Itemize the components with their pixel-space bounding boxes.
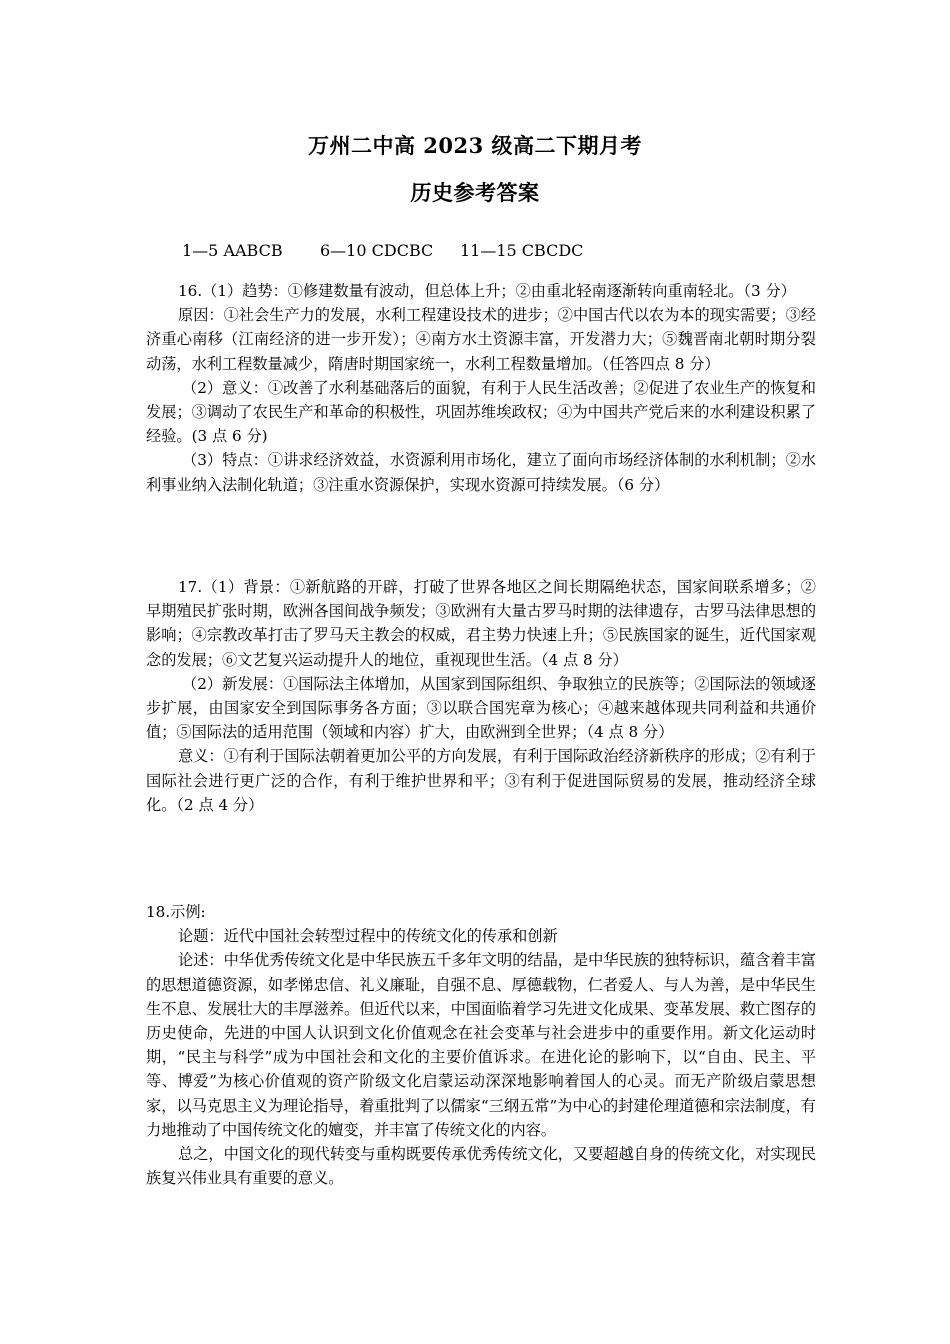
document-subtitle: 历史参考答案 [410,180,540,205]
question-16-section [146,279,816,497]
answers-1-5: 1—5 AABCB [182,241,283,260]
q16-reasons: 原因：①社会生产力的发展，水利工程建设技术的进步；②中国古代以农为本的现实需要；③经济重心南移（江南经济的进一步开发）；④南方水土资源丰富，开发潜力大；⑤魏晋南北朝时期分裂动荡，水利工程数量减少，隋唐时期国家统一，水利工程数量增加。（任答四点 8 分） [146,306,816,373]
q18-argument: 论述：中华优秀传统文化是中华民族五千多年文明的结晶，是中华民族的独特标识，蕴含着丰富的思想道德资源，如孝悌忠信、礼义廉耻，自强不息、厚德载物，仁者爱人、与人为善，是中华民生生不息、发展壮大的丰厚滋养。但近代以来，中国面临着学习先进文化成果、变革发展、救亡图存的历史使命，先进的中国人认识到文化价值观念在社会变革与社会进步中的重要作用。新文化运动时期，“民主与科学”成为中国社会和文化的主要价值诉求。在进化论的影响下，以“自由、民主、平等、博爱”为核心价值观的资产阶级文化启蒙运动深深地影响着国人的心灵。而无产阶级启蒙思想家，以马克思主义为理论指导，着重批判了以儒家“三纲五常”为中心的封建伦理道德和宗法制度，有力地推动了中国传统文化的嬗变，并丰富了传统文化的内容。 [146,951,816,1139]
question-18-section [146,900,816,1190]
answers-11-15: 11—15 CBCDC [460,241,584,260]
q16-features: （3）特点：①讲求经济效益，水资源利用市场化，建立了面向市场经济体制的水利机制；②水利事业纳入法制化轨道；③注重水资源保护，实现水资源可持续发展。（6 分） [146,451,816,494]
q17-significance: 意义：①有利于国际法朝着更加公平的方向发展，有利于国际政治经济新秩序的形成；②有利于国际社会进行更广泛的合作，有利于维护世界和平；③有利于促进国际贸易的发展，推动经济全球化。（2 点 4 分） [146,747,816,814]
q16-significance: （2）意义：①改善了水利基础落后的面貌，有利于人民生活改善；②促进了农业生产的恢复和发展；③调动了农民生产和革命的积极性，巩固苏维埃政权；④为中国共产党后来的水利建设积累了经验。(3 点 6 分) [146,378,816,446]
q17-new-developments: （2）新发展：①国际法主体增加，从国家到国际组织、争取独立的民族等；②国际法的领域逐步扩展，由国家安全到国际事务各方面；③以联合国宪章为核心；④越来越体现共同利益和共通价值；⑤国际法的适用范围（领域和内容）扩大，由欧洲到全世界；（4 点 8 分） [146,674,816,742]
q17-background: 17.（1）背景：①新航路的开辟，打破了世界各地区之间长期隔绝状态，国家间联系增多；②早期殖民扩张时期，欧洲各国间战争频发；③欧洲有大量古罗马时期的法律遗存，古罗马法律思想的影响；④宗教改革打击了罗马天主教会的权威，君主势力快速上升；⑤民族国家的诞生，近代国家观念的发展；⑥文艺复兴运动提升人的地位，重视现世生活。（4 点 8 分） [146,578,816,669]
q18-heading: 18.示例: [146,903,206,921]
multiple-choice-answers [182,241,583,260]
question-17-section [146,575,816,817]
document-title: 万州二中高 2023 级高二下期月考 [307,133,643,158]
q18-conclusion: 总之，中国文化的现代转变与重构既要传承优秀传统文化，又要超越自身的传统文化，对实现民族复兴伟业具有重要的意义。 [146,1145,816,1188]
answers-6-10: 6—10 CDCBC [320,241,434,260]
q16-trend: 16.（1）趋势：①修建数量有波动，但总体上升；②由重北轻南逐渐转向重南轻北。（3 分） [178,282,796,300]
q18-topic: 论题：近代中国社会转型过程中的传统文化的传承和创新 [178,927,558,946]
